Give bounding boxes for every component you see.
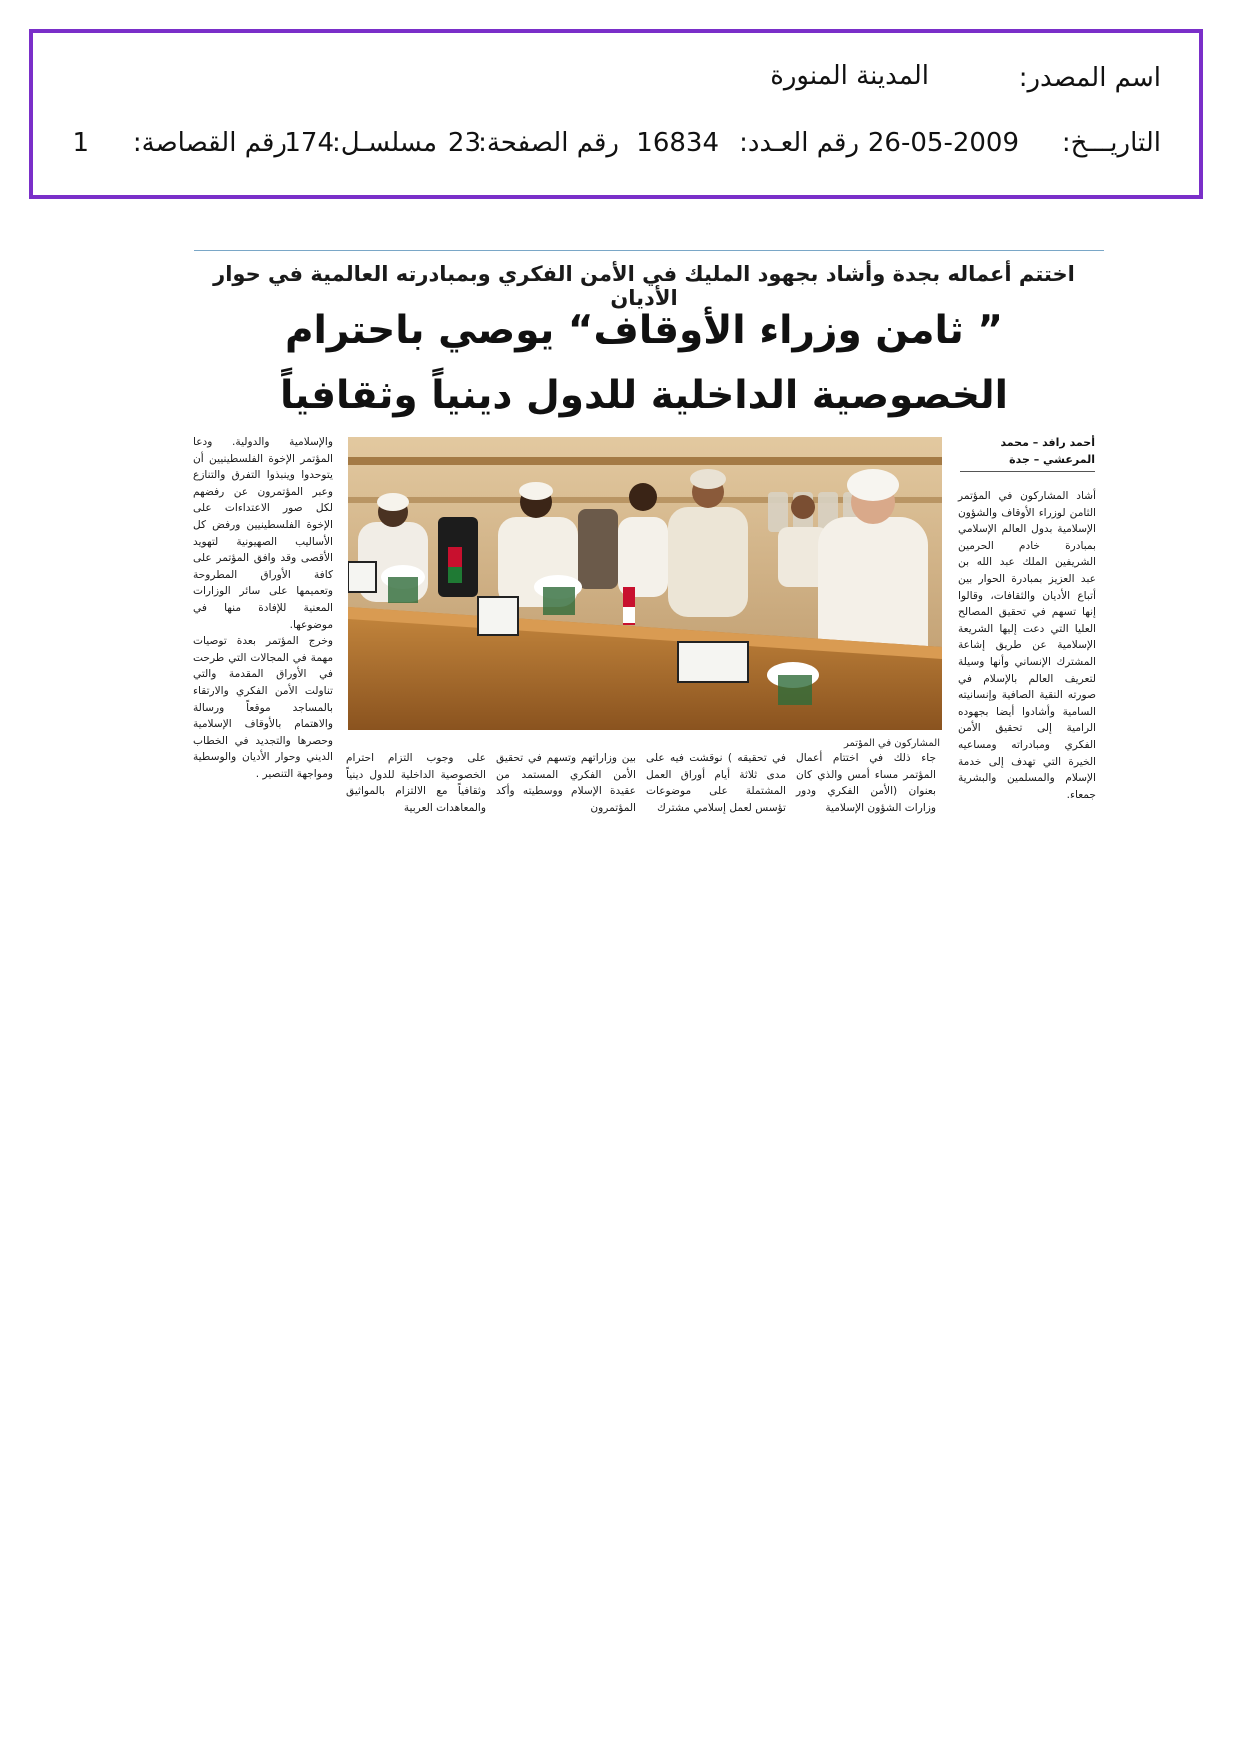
article-column-left-para-1: والإسلامية والدولية. ودعا المؤتمر الإخوة الفلسطينيين أن يتوحدوا وينبذوا التفرق والتنازع وعبر المؤتمرون عن رفضهم لكل صور الاعتداءات على الإخوة الفلسطينيين ورفض كل الأساليب الصهيونية لتهويد الأقصى وقد وافق المؤتمر على كافة الأوراق المطروحة وتعميمها على سائر الوزارات المعنية للإفادة منها في موضوعها.: [193, 436, 333, 631]
article-kicker: اختتم أعماله بجدة وأشاد بجهود المليك في الأمن الفكري وبمبادرته العالمية في حوار الأديان: [213, 262, 1075, 310]
article-byline: أحمد رافد – محمد المرعشي – جدة: [960, 434, 1095, 472]
article-column-b4: على وجوب التزام احترام الخصوصية الداخلية للدول دينياً وثقافياً مع الالتزام بالمواثيق والمعاهدات العربية: [346, 752, 486, 814]
article-column-b2: في تحقيقه ) نوقشت فيه على مدى ثلاثة أيام أوراق العمل المشتملة على موضوعات تؤسس لعمل إسلامي مشترك: [646, 752, 786, 814]
article-column-b1: جاء ذلك في اختتام أعمال المؤتمر مساء أمس والذي كان بعنوان (الأمن الفكري ودور وزارات الشؤون الإسلامية: [796, 752, 936, 814]
photo-caption: المشاركون في المؤتمر: [843, 738, 940, 749]
clip-label: رقم القصاصة:: [132, 128, 287, 158]
page-label: رقم الصفحة:: [478, 128, 619, 158]
article-column-right: أشاد المشاركون في المؤتمر الثامن لوزراء الأوقاف والشؤون الإسلامية بدول العالم الإسلامي بمبادرة خادم الحرمين الشريفين الملك عبد الله بن عبد العزيز بمبادرة الحوار بين أتباع الأديان والثقافات، وقالوا إنها تسهم في تحقيق المصالح العليا التي دعت إليها الشريعة الإسلامية عن طريق إشاعة المشترك الإنساني وأنها وسيلة لتعريف العالم بالإسلام في صورته النقية الصافية وإنسانيته السامية وأشادوا أيضا بجهوده الرامية إلى تحقيق الأمن الفكري ومبادراته ومساعيه الخيرة التي تهدف إلى خدمة الإسلام والمسلمين والبشرية جمعاء.: [958, 490, 1096, 801]
article-column-left: [193, 434, 333, 782]
conference-photo: [348, 437, 942, 730]
page-value: 23: [447, 128, 481, 158]
date-value: 26-05-2009: [867, 128, 1019, 158]
article-top-rule: [194, 250, 1104, 251]
article-column-left-para-2: وخرج المؤتمر بعدة توصيات مهمة في المجالات التي طرحت في الأوراق المقدمة والتي تناولت الأمن الفكري والارتقاء بالمساجد موقعاً ورسالة والاهتمام بالأوقاف الإسلامية وحصرها والتجديد في الخطاب الديني وحوار الأديان والوسطية ومواجهة التنصير .: [193, 635, 333, 780]
issue-value: 16834: [636, 128, 719, 158]
source-label: اسم المصدر:: [1018, 63, 1161, 93]
conference-photo-image: [348, 437, 942, 730]
source-value: المدينة المنورة: [770, 61, 929, 91]
serial-label: مسلسـل:: [332, 128, 437, 158]
article-column-b3: بين وزاراتهم وتسهم في تحقيق الأمن الفكري المستمد من عقيدة الإسلام ووسطيته وأكد المؤتمرون: [496, 752, 636, 814]
issue-label: رقم العـدد:: [739, 128, 859, 158]
date-label: التاريـــخ:: [1061, 128, 1161, 158]
serial-value: 174: [284, 128, 334, 158]
clipping-metadata-box: [29, 29, 1203, 199]
clip-value: 1: [72, 128, 89, 158]
headline-line-1: ” ثامن وزراء الأوقاف“ يوصي باحترام: [284, 308, 1004, 353]
headline-line-2: الخصوصية الداخلية للدول دينياً وثقافياً: [279, 373, 1009, 418]
